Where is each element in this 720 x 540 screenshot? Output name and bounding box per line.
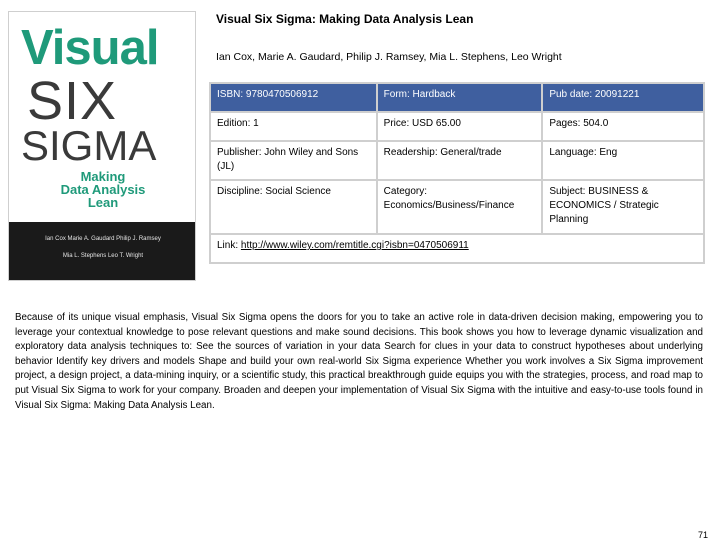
- cover-authors: Ian Cox Marie A. Gaudard Philip J. Ramsey: [45, 236, 161, 242]
- publisher-cell: Publisher: John Wiley and Sons (JL): [210, 141, 377, 180]
- language-cell: Language: Eng: [542, 141, 704, 180]
- discipline-cell: Discipline: Social Science: [210, 180, 377, 234]
- cover-title-six: SIX: [27, 71, 118, 131]
- cover-subtitle-line: Lean: [87, 195, 119, 210]
- book-info-table: [209, 82, 705, 264]
- table-row: [210, 141, 704, 180]
- book-cover-image: [8, 11, 196, 281]
- readership-cell: Readership: General/trade: [377, 141, 543, 180]
- cover-authors: Mia L. Stephens Leo T. Wright: [62, 253, 144, 259]
- subject-cell: Subject: BUSINESS & ECONOMICS / Strategic Planning: [542, 180, 704, 234]
- page-number: 71: [697, 530, 708, 540]
- table-row: [210, 180, 704, 234]
- cover-subtitle-line: Making: [80, 169, 126, 184]
- pub-date-cell: Pub date: 20091221: [542, 83, 704, 112]
- cover-title-visual: Visual: [21, 21, 159, 75]
- form-cell: Form: Hardback: [377, 83, 543, 112]
- cover-subtitle-line: Data Analysis: [60, 182, 146, 197]
- link-cell: [210, 234, 704, 263]
- book-link[interactable]: http://www.wiley.com/remtitle.cgi?isbn=0470506911: [240, 240, 469, 251]
- book-description: Because of its unique visual emphasis, Visual Six Sigma opens the doors for you to take an active role in data-driven decision making, empowering you to leverage your contextual knowledge to pose relevant questions and make sound decisions. This book shows you how to leverage dynamic visualization and exploratory data analysis techniques to: See the sources of variation in your data Search for clues in your data to construct hypotheses about underlying behavior Identify key drivers and models Shape and build your own real-world Six Sigma experience Whether you work involves a Six Sigma improvement project, a design project, a data-mining inquiry, or a scientific study, this practical breakthrough guide equips you with the strategies, process, and road map to put Visual Six Sigma to work for your company. Broaden and deepen your implementation of Visual Six Sigma with the intuitive and easy-to-use tools found in Visual Six Sigma: Making Data Analysis Lean.: [15, 312, 703, 411]
- pages-cell: Pages: 504.0: [542, 112, 704, 141]
- edition-cell: Edition: 1: [210, 112, 377, 141]
- link-label: Link:: [217, 240, 241, 251]
- cover-title-sigma: SIGMA: [21, 122, 157, 169]
- book-title: Visual Six Sigma: Making Data Analysis Lean: [216, 12, 474, 26]
- table-row: [210, 234, 704, 263]
- price-cell: Price: USD 65.00: [377, 112, 543, 141]
- book-authors: Ian Cox, Marie A. Gaudard, Philip J. Ramsey, Mia L. Stephens, Leo Wright: [216, 51, 562, 63]
- category-cell: Category: Economics/Business/Finance: [377, 180, 543, 234]
- table-row: [210, 83, 704, 112]
- isbn-cell: ISBN: 9780470506912: [210, 83, 377, 112]
- table-row: [210, 112, 704, 141]
